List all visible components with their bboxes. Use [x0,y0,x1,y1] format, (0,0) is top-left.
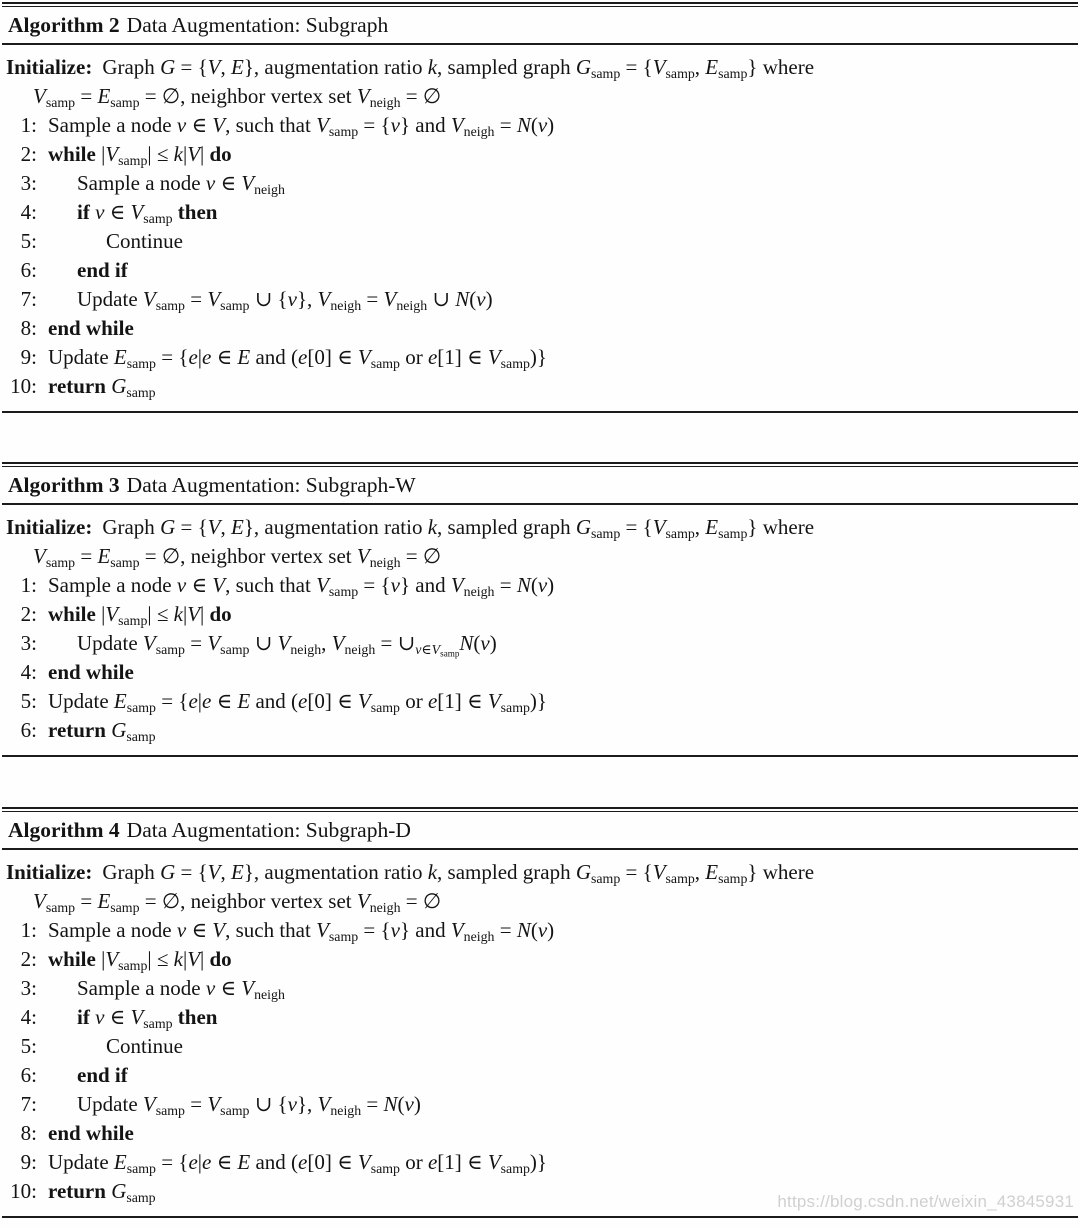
algorithm-step [6,571,1078,600]
initialize-section [6,513,1078,571]
step-number: 5: [20,1034,37,1058]
initialize-line [6,53,1078,82]
step-number: 4: [20,1005,37,1029]
initialize-label: Initialize: [6,515,93,539]
step-text: Continue [106,229,183,253]
step-text: Update Vsamp = Vsamp ∪ Vneigh, Vneigh = ∪v∈VsampN(v) [77,631,497,659]
algorithm-step [6,1032,1078,1061]
step-number: 2: [20,142,37,166]
algorithm-step [6,169,1078,198]
step-text: Sample a node v ∈ V, such that Vsamp = {v} and Vneigh = N(v) [48,918,555,944]
step-number: 8: [20,316,37,340]
step-text: Sample a node v ∈ Vneigh [77,171,285,197]
algorithm-step [6,945,1078,974]
algorithm-step [6,658,1078,687]
step-number: 7: [20,1092,37,1116]
initialize-line: Vsamp = Esamp = ∅, neighbor vertex set Vneigh = ∅ [33,544,442,570]
algorithm-title [2,812,1078,848]
step-text: end while [48,316,134,340]
initialize-section [6,53,1078,111]
step-text: Update Vsamp = Vsamp ∪ {v}, Vneigh = N(v) [77,1092,421,1118]
step-text: end if [77,258,128,282]
bottom-rule [2,755,1078,757]
step-text: if v ∈ Vsamp then [77,1005,218,1031]
step-number: 10: [10,1179,37,1203]
step-number: 1: [20,113,37,137]
step-number: 2: [20,947,37,971]
algorithm-step [6,198,1078,227]
step-text: end while [48,1121,134,1145]
algorithm-caption: Data Augmentation: Subgraph-W [126,473,416,497]
step-number: 1: [20,918,37,942]
step-number: 9: [20,1150,37,1174]
watermark-text: https://blog.csdn.net/weixin_43845931 [777,1192,1074,1211]
step-number: 4: [20,660,37,684]
algorithm-step [6,140,1078,169]
steps-section [6,111,1078,401]
algorithm-block-3 [2,462,1078,757]
algorithm-step [6,716,1078,745]
step-number: 8: [20,1121,37,1145]
initialize-section [6,858,1078,916]
steps-section [6,571,1078,745]
step-number: 1: [20,573,37,597]
step-number: 5: [20,229,37,253]
algorithm-body [2,850,1078,1216]
algorithm-step [6,227,1078,256]
step-text: while |Vsamp| ≤ k|V| do [48,947,232,973]
step-text: Update Esamp = {e|e ∈ E and (e[0] ∈ Vsamp or e[1] ∈ Vsamp)} [48,345,547,371]
algorithm-caption: Data Augmentation: Subgraph-D [126,818,411,842]
algorithm-step [6,256,1078,285]
initialize-text: Graph G = {V, E}, augmentation ratio k, sampled graph Gsamp = {Vsamp, Esamp} where [102,55,815,81]
step-text: Update Esamp = {e|e ∈ E and (e[0] ∈ Vsamp or e[1] ∈ Vsamp)} [48,689,547,715]
step-text: Update Vsamp = Vsamp ∪ {v}, Vneigh = Vneigh ∪ N(v) [77,287,493,313]
step-text: while |Vsamp| ≤ k|V| do [48,142,232,168]
step-text: return Gsamp [48,1179,156,1205]
step-text: return Gsamp [48,718,156,744]
step-number: 3: [20,171,37,195]
step-number: 6: [20,258,37,282]
algorithm-step [6,372,1078,401]
algorithm-title [2,467,1078,503]
step-text: end if [77,1063,128,1087]
algorithm-label: Algorithm 2 [8,13,120,37]
step-number: 7: [20,287,37,311]
algorithm-step [6,974,1078,1003]
step-text: while |Vsamp| ≤ k|V| do [48,602,232,628]
step-text: Update Esamp = {e|e ∈ E and (e[0] ∈ Vsamp or e[1] ∈ Vsamp)} [48,1150,547,1176]
step-number: 6: [20,1063,37,1087]
algorithm-step [6,687,1078,716]
initialize-line: Vsamp = Esamp = ∅, neighbor vertex set Vneigh = ∅ [33,84,442,110]
step-number: 6: [20,718,37,742]
initialize-text: Graph G = {V, E}, augmentation ratio k, sampled graph Gsamp = {Vsamp, Esamp} where [102,860,815,886]
step-text: Sample a node v ∈ Vneigh [77,976,285,1002]
initialize-label: Initialize: [6,860,93,884]
bottom-rule [2,411,1078,413]
steps-section [6,916,1078,1206]
initialize-line [6,513,1078,542]
algorithm-title [2,7,1078,43]
step-number: 3: [20,976,37,1000]
step-text: if v ∈ Vsamp then [77,200,218,226]
algorithm-step [6,1148,1078,1177]
algorithm-step [6,343,1078,372]
initialize-label: Initialize: [6,55,93,79]
step-number: 2: [20,602,37,626]
algorithm-step [6,1090,1078,1119]
algorithm-block-4 [2,807,1078,1218]
step-number: 9: [20,345,37,369]
step-number: 5: [20,689,37,713]
algorithm-step [6,111,1078,140]
step-text: Sample a node v ∈ V, such that Vsamp = {v} and Vneigh = N(v) [48,573,555,599]
algorithm-step [6,629,1078,658]
bottom-rule [2,1216,1078,1218]
algorithm-step [6,916,1078,945]
algorithm-label: Algorithm 4 [8,818,120,842]
algorithm-caption: Data Augmentation: Subgraph [126,13,389,37]
algorithm-block-2 [2,2,1078,413]
algorithm-step [6,314,1078,343]
step-text: end while [48,660,134,684]
step-number: 10: [10,374,37,398]
step-number: 4: [20,200,37,224]
initialize-line [6,858,1078,887]
algorithm-step [6,600,1078,629]
algorithm-body [2,45,1078,411]
step-number: 3: [20,631,37,655]
algorithm-step [6,1061,1078,1090]
step-text: Sample a node v ∈ V, such that Vsamp = {v} and Vneigh = N(v) [48,113,555,139]
initialize-line: Vsamp = Esamp = ∅, neighbor vertex set Vneigh = ∅ [33,889,442,915]
algorithm-body [2,505,1078,755]
algorithm-step [6,1119,1078,1148]
algorithm-label: Algorithm 3 [8,473,120,497]
algorithm-step [6,1003,1078,1032]
algorithm-step [6,285,1078,314]
step-text: return Gsamp [48,374,156,400]
initialize-text: Graph G = {V, E}, augmentation ratio k, sampled graph Gsamp = {Vsamp, Esamp} where [102,515,815,541]
step-text: Continue [106,1034,183,1058]
